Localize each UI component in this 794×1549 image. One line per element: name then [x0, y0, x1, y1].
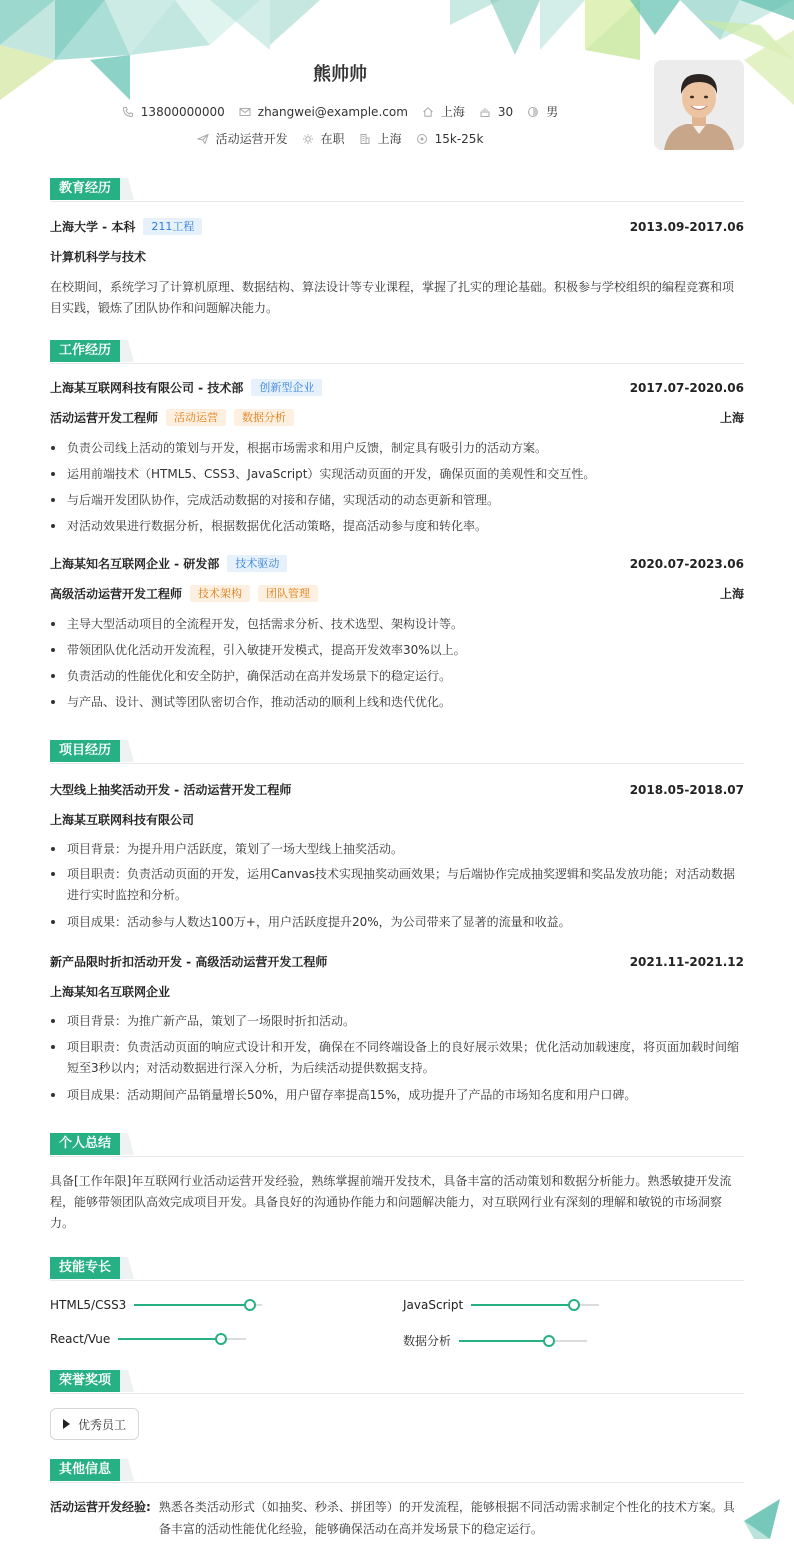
status-info: [302, 130, 345, 147]
project-row: [50, 953, 744, 970]
list-item: 项目职责：负责活动页面的开发，运用Canvas技术实现抽奖动画效果；与后端协作完成抽奖逻辑和奖品发放功能；对活动数据进行实时监控和分析。: [50, 864, 744, 906]
skill-track: [134, 1304, 262, 1306]
skill-fill: [118, 1338, 220, 1340]
play-icon: [63, 1419, 70, 1429]
skill-knob: [215, 1333, 227, 1345]
projects-section: [50, 740, 744, 1102]
skill-track: [118, 1338, 246, 1340]
gender-icon: [527, 106, 539, 118]
list-item: 对活动效果进行数据分析，根据数据优化活动策略，提高活动参与度和转化率。: [50, 516, 744, 537]
other-info-key: 活动运营开发经验:: [50, 1500, 151, 1514]
list-item: 项目成果：活动期间产品销量增长50%，用户留存率提高15%，成功提升了产品的市场知名度和用户口碑。: [50, 1085, 744, 1106]
education-period: 2013.09-2017.06: [629, 219, 744, 234]
awards-section: [50, 1370, 744, 1432]
major-name: 计算机科学与技术: [50, 250, 147, 264]
other-info-value: 熟悉各类活动形式（如抽奖、秒杀、拼团等）的开发流程，能够根据不同活动需求制定个性化的技术方案。具备丰富的活动性能优化经验，能够确保活动在高并发场景下的稳定运行。: [158, 1500, 735, 1536]
phone-text: 13800000000: [140, 104, 225, 119]
section-title: 教育经历: [50, 178, 120, 200]
project-company: 上海某知名互联网企业: [50, 985, 171, 999]
job-position-row: [50, 409, 744, 426]
skill-name: React/Vue: [50, 1332, 111, 1346]
resume-header: [0, 0, 794, 170]
position-name: 活动运营开发工程师: [50, 411, 159, 425]
job-position-row: [50, 585, 744, 602]
section-header: [50, 1133, 744, 1157]
work-section: [50, 340, 744, 709]
section-header: [50, 1257, 744, 1281]
company-name: 上海某互联网科技有限公司 - 技术部: [50, 381, 244, 395]
skill-fill: [471, 1304, 573, 1306]
position-tag: 技术架构: [190, 585, 250, 602]
major-row: [50, 248, 744, 265]
project-name: 大型线上抽奖活动开发 - 活动运营开发工程师: [50, 783, 292, 797]
company-tag: 技术驱动: [227, 555, 287, 572]
age-info: [479, 105, 513, 119]
section-title: 工作经历: [50, 340, 120, 362]
section-title: 个人总结: [50, 1133, 120, 1155]
list-item: 项目成果：活动参与人数达100万+，用户活跃度提升20%，为公司带来了显著的流量和收益。: [50, 912, 744, 933]
job-company-row: [50, 555, 744, 572]
send-icon: [197, 133, 209, 145]
list-item: 与产品、设计、测试等团队密切合作，推动活动的顺利上线和迭代优化。: [50, 692, 744, 713]
skill-item: [50, 1332, 246, 1346]
age-text: 30: [497, 104, 514, 119]
section-title: 其他信息: [50, 1459, 120, 1481]
list-item: 带领团队优化活动开发流程，引入敏捷开发模式，提高开发效率30%以上。: [50, 640, 744, 661]
skill-track: [459, 1340, 587, 1342]
section-header: [50, 178, 744, 202]
project-company-row: [50, 811, 744, 828]
skill-fill: [134, 1304, 249, 1306]
skill-name: 数据分析: [403, 1334, 452, 1348]
target-city-text: 上海: [377, 132, 402, 146]
city-text: 上海: [440, 105, 465, 119]
email-info: [239, 105, 408, 119]
skill-name: JavaScript: [403, 1298, 464, 1312]
section-title: 荣誉奖项: [50, 1370, 120, 1392]
school-name: 上海大学 - 本科: [50, 220, 136, 234]
mail-icon: [239, 106, 251, 118]
position-name: 高级活动运营开发工程师: [50, 587, 183, 601]
job-period: 2020.07-2023.06: [629, 556, 744, 571]
section-title: 项目经历: [50, 740, 120, 762]
salary-text: 15k-25k: [434, 131, 484, 146]
list-item: 项目背景：为提升用户活跃度，策划了一场大型线上抽奖活动。: [50, 839, 744, 860]
company-name: 上海某知名互联网企业 - 研发部: [50, 557, 220, 571]
candidate-name: 熊帅帅: [313, 64, 367, 85]
education-desc: 在校期间，系统学习了计算机原理、数据结构、算法设计等专业课程，掌握了扎实的理论基础。积极参与学校组织的编程竞赛和项目实践，锻炼了团队协作和问题解决能力。: [50, 280, 735, 315]
building-icon: [359, 133, 371, 145]
avatar: [654, 60, 744, 150]
status-text: 在职: [320, 132, 345, 146]
skill-item: [50, 1298, 262, 1312]
education-section: [50, 178, 744, 315]
school-tag: 211工程: [143, 218, 202, 235]
job-city: 上海: [719, 587, 744, 601]
skill-fill: [459, 1340, 549, 1342]
salary-icon: [416, 133, 428, 145]
position-tag: 团队管理: [258, 585, 318, 602]
skill-knob: [568, 1299, 580, 1311]
list-item: 主导大型活动项目的全流程开发，包括需求分析、技术选型、架构设计等。: [50, 614, 744, 635]
project-period: 2021.11-2021.12: [629, 954, 744, 969]
project-company-row: [50, 983, 744, 1000]
list-item: 项目背景：为推广新产品，策划了一场限时折扣活动。: [50, 1011, 744, 1032]
company-tag: 创新型企业: [251, 379, 322, 396]
job-target-info: [197, 130, 288, 147]
position-tag: 活动运营: [166, 409, 226, 426]
summary-text: 具备[工作年限]年互联网行业活动运营开发经验，熟练掌握前端开发技术，具备丰富的活动策划和数据分析能力。熟悉敏捷开发流程，能够带领团队高效完成项目开发。具备良好的沟通协作能力和问题解决能力，对互联网行业有深刻的理解和敏锐的市场洞察力。: [50, 1174, 732, 1230]
list-item: 负责活动的性能优化和安全防护，确保活动在高并发场景下的稳定运行。: [50, 666, 744, 687]
status-icon: [302, 133, 314, 145]
position-tag: 数据分析: [234, 409, 294, 426]
skill-track: [471, 1304, 599, 1306]
award-item[interactable]: [50, 1408, 139, 1440]
job-city: 上海: [719, 411, 744, 425]
salary-info: [416, 132, 484, 146]
list-item: 与后端开发团队协作，完成活动数据的对接和存储，实现活动的动态更新和管理。: [50, 490, 744, 511]
project-period: 2018.05-2018.07: [629, 782, 744, 797]
skill-knob: [244, 1299, 256, 1311]
job-target-text: 活动运营开发: [215, 132, 288, 146]
gender-info: [527, 103, 558, 120]
skill-knob: [543, 1335, 555, 1347]
award-name: 优秀员工: [78, 1417, 127, 1432]
city-info: [422, 103, 465, 120]
job-period: 2017.07-2020.06: [629, 380, 744, 395]
skills-section: [50, 1257, 744, 1348]
education-row: [50, 218, 744, 235]
target-city-info: [359, 130, 402, 147]
contact-row: [0, 103, 680, 120]
gender-text: 男: [546, 105, 559, 119]
job-company-row: [50, 379, 744, 396]
project-name: 新产品限时折扣活动开发 - 高级活动运营开发工程师: [50, 955, 328, 969]
phone-icon: [122, 106, 134, 118]
list-item: 运用前端技术（HTML5、CSS3、JavaScript）实现活动页面的开发，确保页面的美观性和交互性。: [50, 464, 744, 485]
other-section: [50, 1459, 744, 1536]
skill-name: HTML5/CSS3: [50, 1298, 127, 1312]
project-company: 上海某互联网科技有限公司: [50, 813, 195, 827]
home-icon: [422, 106, 434, 118]
intent-row: [0, 130, 680, 147]
section-header: [50, 340, 744, 364]
section-title: 技能专长: [50, 1257, 120, 1279]
skill-item: [403, 1332, 587, 1349]
summary-section: [50, 1133, 744, 1230]
phone-info: [122, 105, 225, 119]
list-item: 负责公司线上活动的策划与开发，根据市场需求和用户反馈，制定具有吸引力的活动方案。: [50, 438, 744, 459]
section-header: [50, 740, 744, 764]
cake-icon: [479, 106, 491, 118]
list-item: 项目职责：负责活动页面的响应式设计和开发，确保在不同终端设备上的良好展示效果；优化活动加载速度，将页面加载时间缩短至3秒以内；对活动数据进行深入分析，为后续活动提供数据支持。: [50, 1037, 744, 1079]
project-row: [50, 781, 744, 798]
other-info-row: [50, 1496, 744, 1540]
email-text: zhangwei@example.com: [257, 104, 408, 119]
section-header: [50, 1459, 744, 1483]
skill-item: [403, 1298, 599, 1312]
corner-decoration: [744, 1499, 780, 1539]
section-header: [50, 1370, 744, 1394]
